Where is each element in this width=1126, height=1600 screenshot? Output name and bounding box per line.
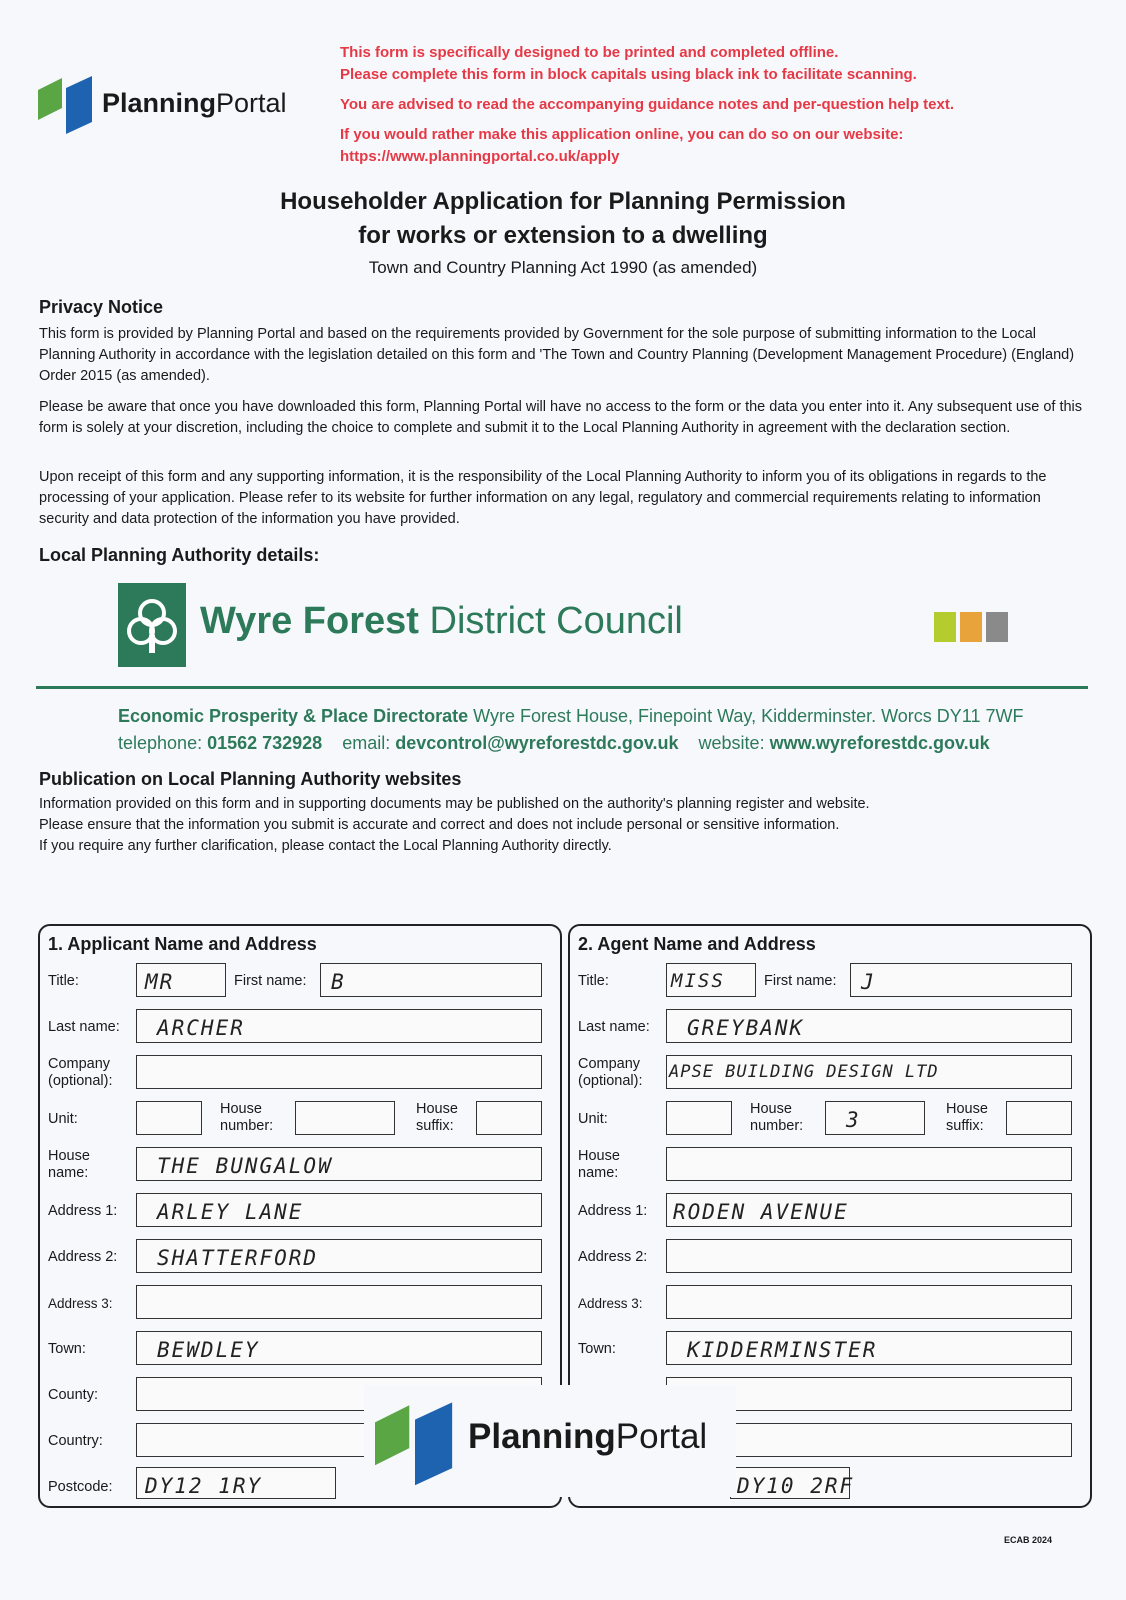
portal-logo-icon (372, 1391, 458, 1491)
planning-portal-overlay-logo (364, 1385, 736, 1497)
house-number-label: House number: (750, 1101, 804, 1134)
unit-label: Unit: (48, 1111, 78, 1127)
title-label: Title: (578, 973, 609, 989)
agent-first-name-input[interactable]: J (850, 963, 1072, 997)
privacy-heading: Privacy Notice (39, 297, 164, 317)
town-label: Town: (578, 1341, 616, 1357)
postcode-label: Postcode: (48, 1479, 113, 1495)
agent-address2-input[interactable] (666, 1239, 1072, 1273)
applicant-town-input[interactable]: BEWDLEY (136, 1331, 542, 1365)
applicant-company-input[interactable] (136, 1055, 542, 1089)
privacy-para2: Please be aware that once you have downloaded this form, Planning Portal will have no access to the form or the data you enter into it. Any subsequent use of this form is solely at your discretion, including the choice to complete and submit it to the Local Planning Authority in agreement with the declaration section. (39, 399, 1083, 436)
website-link[interactable]: www.wyreforestdc.gov.uk (769, 733, 990, 753)
address3-label: Address 3: (48, 1296, 113, 1311)
applicant-address2-input[interactable]: SHATTERFORD (136, 1239, 542, 1273)
online-apply-link[interactable]: https://www.planningportal.co.uk/apply (340, 148, 620, 165)
trefoil-icon (118, 583, 186, 667)
square-lime (934, 612, 956, 642)
agent-town-input[interactable]: KIDDERMINSTER (666, 1331, 1072, 1365)
directorate-address: Economic Prosperity & Place Directorate Wyre Forest House, Finepoint Way, Kidderminster. Worcs DY11 7WF (118, 706, 1024, 726)
agent-heading: 2. Agent Name and Address (578, 934, 816, 954)
house-number-label: House number: (220, 1101, 274, 1134)
applicant-last-name-input[interactable]: ARCHER (136, 1009, 542, 1043)
council-logo (118, 583, 186, 667)
county-label: County: (48, 1387, 98, 1403)
agent-address1-input[interactable]: RODEN AVENUE (666, 1193, 1072, 1227)
agent-company-input[interactable]: APSE BUILDING DESIGN LTD (666, 1055, 1072, 1089)
country-label: Country: (48, 1433, 103, 1449)
council-colour-squares (934, 612, 1012, 647)
agent-address3-input[interactable] (666, 1285, 1072, 1319)
offline-notice: This form is specifically designed to be printed and completed offline. Please complete this form in block capitals using black ink to facilitate scanning. You are advised to read the accompanying guidance notes and per-question help text. If you would rather make this application online, you can do so on our website: https://www.planningportal.co.uk/apply (340, 42, 954, 168)
lpa-heading: Local Planning Authority details: (39, 545, 320, 565)
agent-house-number-input[interactable]: 3 (825, 1101, 925, 1135)
house-suffix-label: House suffix: (416, 1101, 458, 1134)
applicant-postcode-input[interactable]: DY12 1RY (136, 1467, 336, 1499)
agent-house-name-input[interactable] (666, 1147, 1072, 1181)
address1-label: Address 1: (48, 1203, 118, 1219)
brand-wordmark: PlanningPortal (102, 88, 287, 118)
planning-portal-logo (36, 68, 306, 138)
form-title-line1: Householder Application for Planning Permission (280, 188, 846, 215)
privacy-para3: Upon receipt of this form and any supporting information, it is the responsibility of the Local Planning Authority to inform you of its obligations in regards to the processing of your application. Please refer to its website for further information on any legal, regulatory and commercial requirements relating to information security and data protection of the information you have provided. (39, 469, 1047, 527)
applicant-first-name-input[interactable]: B (320, 963, 542, 997)
privacy-para1: This form is provided by Planning Portal and based on the requirements provided by Government for the sole purpose of submitting information to the Local Planning Authority in accordance with the legislation detailed on this form and 'The Town and Country Planning (Development Management Procedure) (England) Order 2015 (as amended). (39, 326, 1075, 384)
divider-line (36, 686, 1088, 689)
last-name-label: Last name: (578, 1019, 650, 1035)
agent-unit-input[interactable] (666, 1101, 732, 1135)
first-name-label: First name: (764, 973, 837, 989)
town-label: Town: (48, 1341, 86, 1357)
applicant-house-number-input[interactable] (295, 1101, 395, 1135)
square-grey (986, 612, 1008, 642)
publication-text: Information provided on this form and in supporting documents may be published on the authority's planning register and website. Please ensure that the information you submit is accurate and correct and does not include personal or sensitive information. If you require any further clarification, please contact the Local Planning Authority directly. (39, 796, 870, 854)
last-name-label: Last name: (48, 1019, 120, 1035)
agent-last-name-input[interactable]: GREYBANK (666, 1009, 1072, 1043)
act-subtitle: Town and Country Planning Act 1990 (as amended) (368, 258, 758, 277)
address2-label: Address 2: (48, 1249, 118, 1265)
form-code: ECAB 2024 (1004, 1535, 1053, 1545)
applicant-heading: 1. Applicant Name and Address (48, 934, 317, 954)
agent-title-input[interactable]: MISS (666, 963, 756, 997)
address2-label: Address 2: (578, 1249, 648, 1265)
house-name-label: House name: (48, 1148, 90, 1181)
portal-logo-icon (36, 68, 96, 138)
email-link[interactable]: devcontrol@wyreforestdc.gov.uk (395, 733, 679, 753)
overlay-brand-wordmark: PlanningPortal (468, 1417, 708, 1456)
first-name-label: First name: (234, 973, 307, 989)
company-label: Company (optional): (578, 1056, 643, 1089)
address1-label: Address 1: (578, 1203, 648, 1219)
council-name: Wyre Forest District Council (200, 600, 683, 642)
square-orange (960, 612, 982, 642)
unit-label: Unit: (578, 1111, 608, 1127)
applicant-address1-input[interactable]: ARLEY LANE (136, 1193, 542, 1227)
contact-line: telephone: 01562 732928 email: devcontrol@wyreforestdc.gov.uk website: www.wyreforestdc.gov.uk (118, 733, 990, 753)
applicant-house-suffix-input[interactable] (476, 1101, 542, 1135)
title-label: Title: (48, 973, 79, 989)
applicant-title-input[interactable]: MR (136, 963, 226, 997)
house-name-label: House name: (578, 1148, 620, 1181)
publication-heading: Publication on Local Planning Authority websites (39, 769, 462, 789)
company-label: Company (optional): (48, 1056, 113, 1089)
agent-postcode-input[interactable]: DY10 2RF (730, 1467, 850, 1499)
applicant-unit-input[interactable] (136, 1101, 202, 1135)
agent-house-suffix-input[interactable] (1006, 1101, 1072, 1135)
form-title-line2: for works or extension to a dwelling (358, 222, 768, 249)
applicant-address3-input[interactable] (136, 1285, 542, 1319)
applicant-house-name-input[interactable]: THE BUNGALOW (136, 1147, 542, 1181)
address3-label: Address 3: (578, 1296, 643, 1311)
house-suffix-label: House suffix: (946, 1101, 988, 1134)
